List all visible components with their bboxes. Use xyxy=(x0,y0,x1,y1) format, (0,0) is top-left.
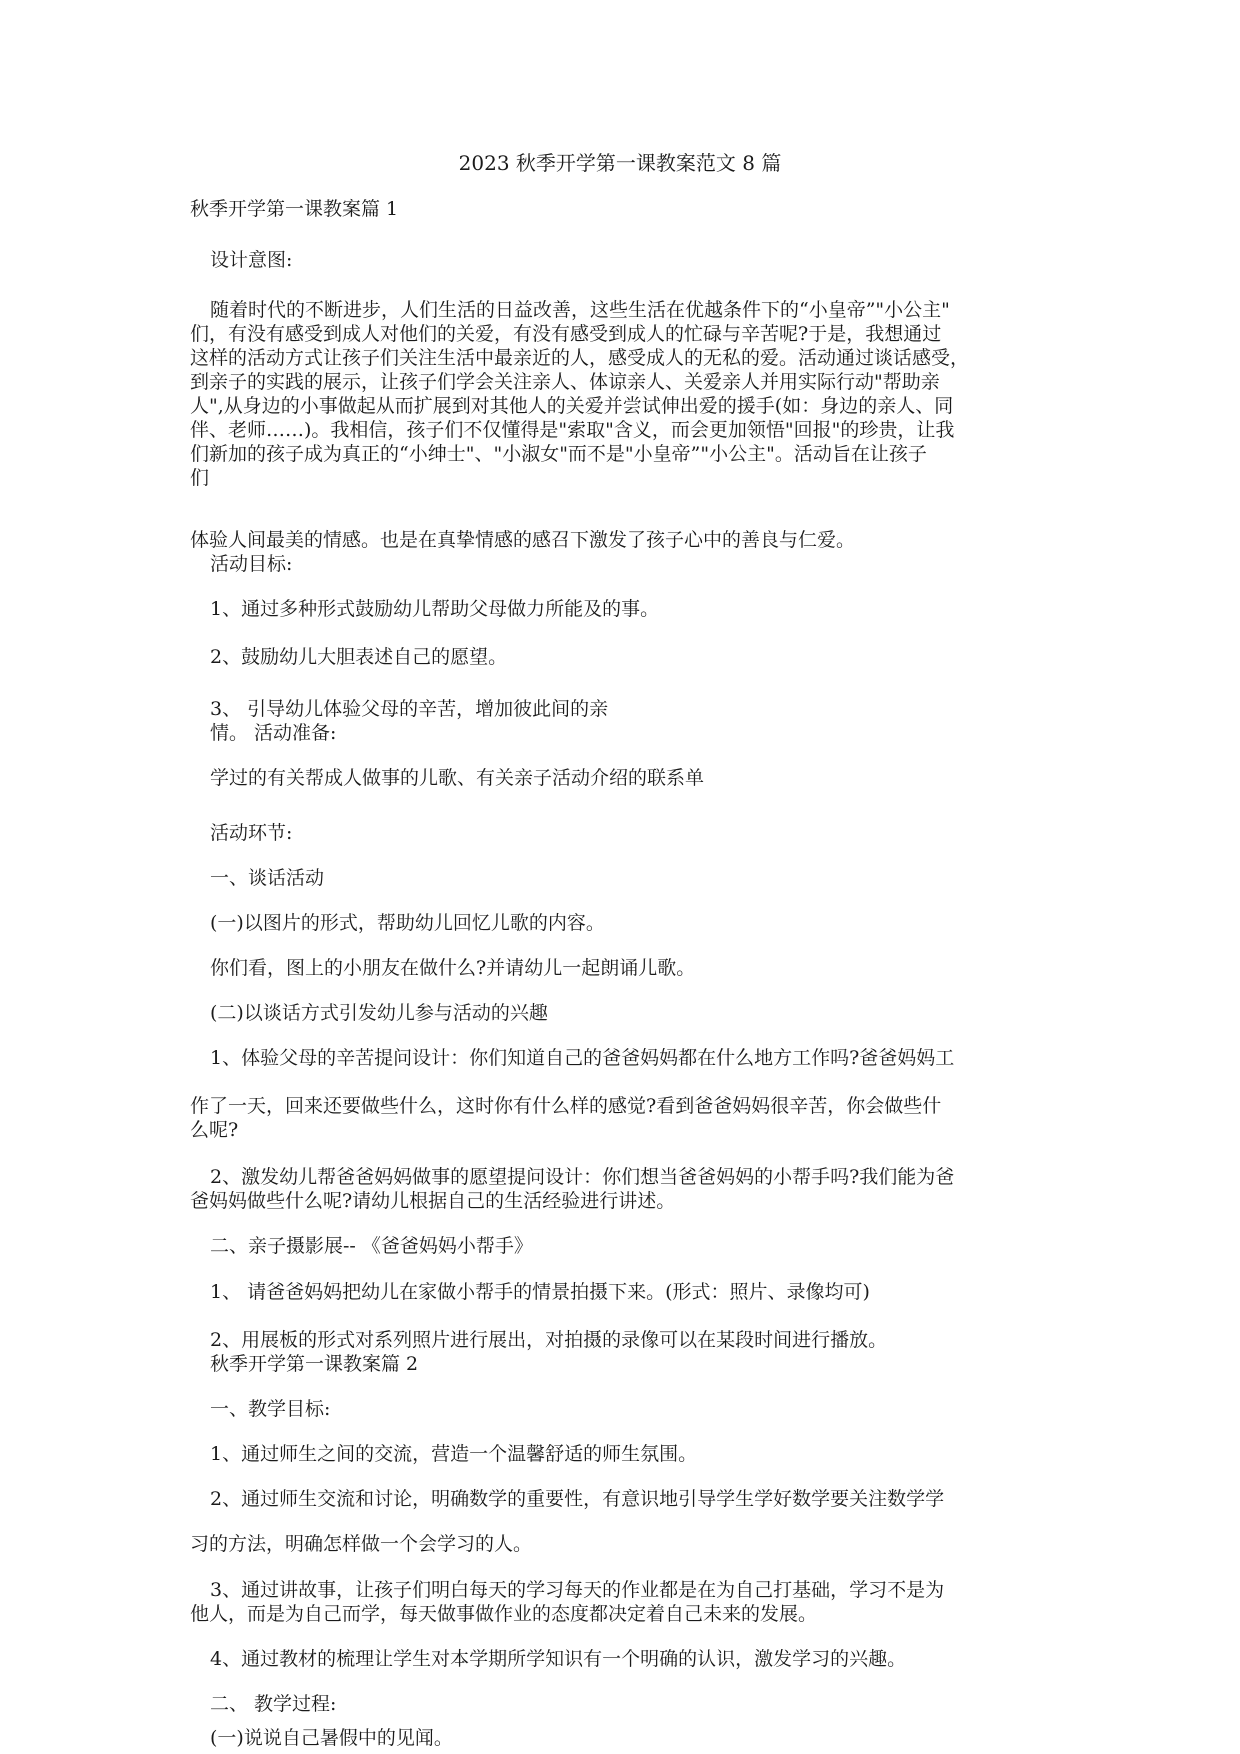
s2-goal-4: 4、通过教材的梳理让学生对本学期所学知识有一个明确的认识，激发学习的兴趣。 xyxy=(210,1648,907,1670)
design-para-line-7: 们新加的孩子成为真正的“小绅士"、"小淑女"而不是"小皇帝”"小公主"。活动旨在让孩子 xyxy=(190,443,927,465)
s2-process-item-1: (一)说说自己暑假中的见闻。 xyxy=(210,1727,453,1749)
question-2-line-1: 2、激发幼儿帮爸爸妈妈做事的愿望提问设计：你们想当爸爸妈妈的小帮手吗?我们能为爸 xyxy=(210,1166,955,1188)
part-2-item-1: 1、 请爸爸妈妈把幼儿在家做小帮手的情景拍摄下来。(形式：照片、录像均可) xyxy=(210,1281,870,1303)
s2-goal-3-line-2: 他人，而是为自己而学，每天做事做作业的态度都决定着自己未来的发展。 xyxy=(190,1603,818,1625)
s2-goals-label: 一、教学目标: xyxy=(210,1398,331,1420)
goal-3-line-1: 3、 引导幼儿体验父母的辛苦，增加彼此间的亲 xyxy=(210,698,609,720)
section-heading-2: 秋季开学第一课教案篇 2 xyxy=(210,1353,419,1375)
design-label: 设计意图: xyxy=(210,249,293,271)
s2-process-heading: 二、 教学过程: xyxy=(210,1693,337,1715)
document-title: 2023 秋季开学第一课教案范文 8 篇 xyxy=(458,151,782,175)
section-heading-1: 秋季开学第一课教案篇 1 xyxy=(190,198,399,220)
design-para-line-1: 随着时代的不断进步，人们生活的日益改善，这些生活在优越条件下的“小皇帝”"小公主" xyxy=(210,299,950,321)
part-2-heading: 二、亲子摄影展-- 《爸爸妈妈小帮手》 xyxy=(210,1235,533,1257)
design-para-line-6: 伴、老师……)。我相信，孩子们不仅懂得是"索取"含义，而会更加领悟"回报"的珍贵，让我 xyxy=(190,419,955,441)
question-2-line-2: 爸妈妈做些什么呢?请幼儿根据自己的生活经验进行讲述。 xyxy=(190,1190,676,1212)
goals-label: 活动目标: xyxy=(210,553,293,575)
design-para-line-8: 们 xyxy=(190,467,210,489)
steps-label: 活动环节: xyxy=(210,822,293,844)
goal-3-line-2: 情。 活动准备: xyxy=(210,722,337,744)
s2-goal-2-line-1: 2、通过师生交流和讨论，明确数学的重要性，有意识地引导学生学好数学要关注数学学 xyxy=(210,1488,945,1510)
s2-goal-1: 1、通过师生之间的交流，营造一个温馨舒适的师生氛围。 xyxy=(210,1443,698,1465)
part-1-item-1: (一)以图片的形式，帮助幼儿回忆儿歌的内容。 xyxy=(210,912,605,934)
part-1-item-3: (二)以谈话方式引发幼儿参与活动的兴趣 xyxy=(210,1002,548,1024)
goal-1: 1、通过多种形式鼓励幼儿帮助父母做力所能及的事。 xyxy=(210,598,660,620)
design-para-line-2: 们，有没有感受到成人对他们的关爱，有没有感受到成人的忙碌与辛苦呢?于是，我想通过 xyxy=(190,323,942,345)
question-1-line-2: 作了一天，回来还要做些什么，这时你有什么样的感觉?看到爸爸妈妈很辛苦，你会做些什 xyxy=(190,1095,942,1117)
question-1-line-3: 么呢? xyxy=(190,1119,239,1141)
part-1-heading: 一、谈话活动 xyxy=(210,867,325,889)
design-para-line-4: 到亲子的实践的展示，让孩子们学会关注亲人、体谅亲人、关爱亲人并用实际行动"帮助亲 xyxy=(190,371,940,393)
s2-goal-2-line-2: 习的方法，明确怎样做一个会学习的人。 xyxy=(190,1533,533,1555)
preparation: 学过的有关帮成人做事的儿歌、有关亲子活动介绍的联系单 xyxy=(210,767,705,789)
part-1-item-2: 你们看，图上的小朋友在做什么?并请幼儿一起朗诵儿歌。 xyxy=(210,957,696,979)
part-2-item-2: 2、用展板的形式对系列照片进行展出，对拍摄的录像可以在某段时间进行播放。 xyxy=(210,1329,888,1351)
goal-2: 2、鼓励幼儿大胆表述自己的愿望。 xyxy=(210,646,508,668)
design-para-line-5: 人",从身边的小事做起从而扩展到对其他人的关爱并尝试伸出爱的援手(如：身边的亲人、同 xyxy=(190,395,954,417)
question-1-line-1: 1、体验父母的辛苦提问设计：你们知道自己的爸爸妈妈都在什么地方工作吗?爸爸妈妈工 xyxy=(210,1047,955,1069)
design-para-line-3: 这样的活动方式让孩子们关注生活中最亲近的人，感受成人的无私的爱。活动通过谈话感受， xyxy=(190,347,970,369)
design-para-end: 体验人间最美的情感。也是在真挚情感的感召下激发了孩子心中的善良与仁爱。 xyxy=(190,529,856,551)
s2-goal-3-line-1: 3、通过讲故事，让孩子们明白每天的学习每天的作业都是在为自己打基础，学习不是为 xyxy=(210,1579,945,1601)
